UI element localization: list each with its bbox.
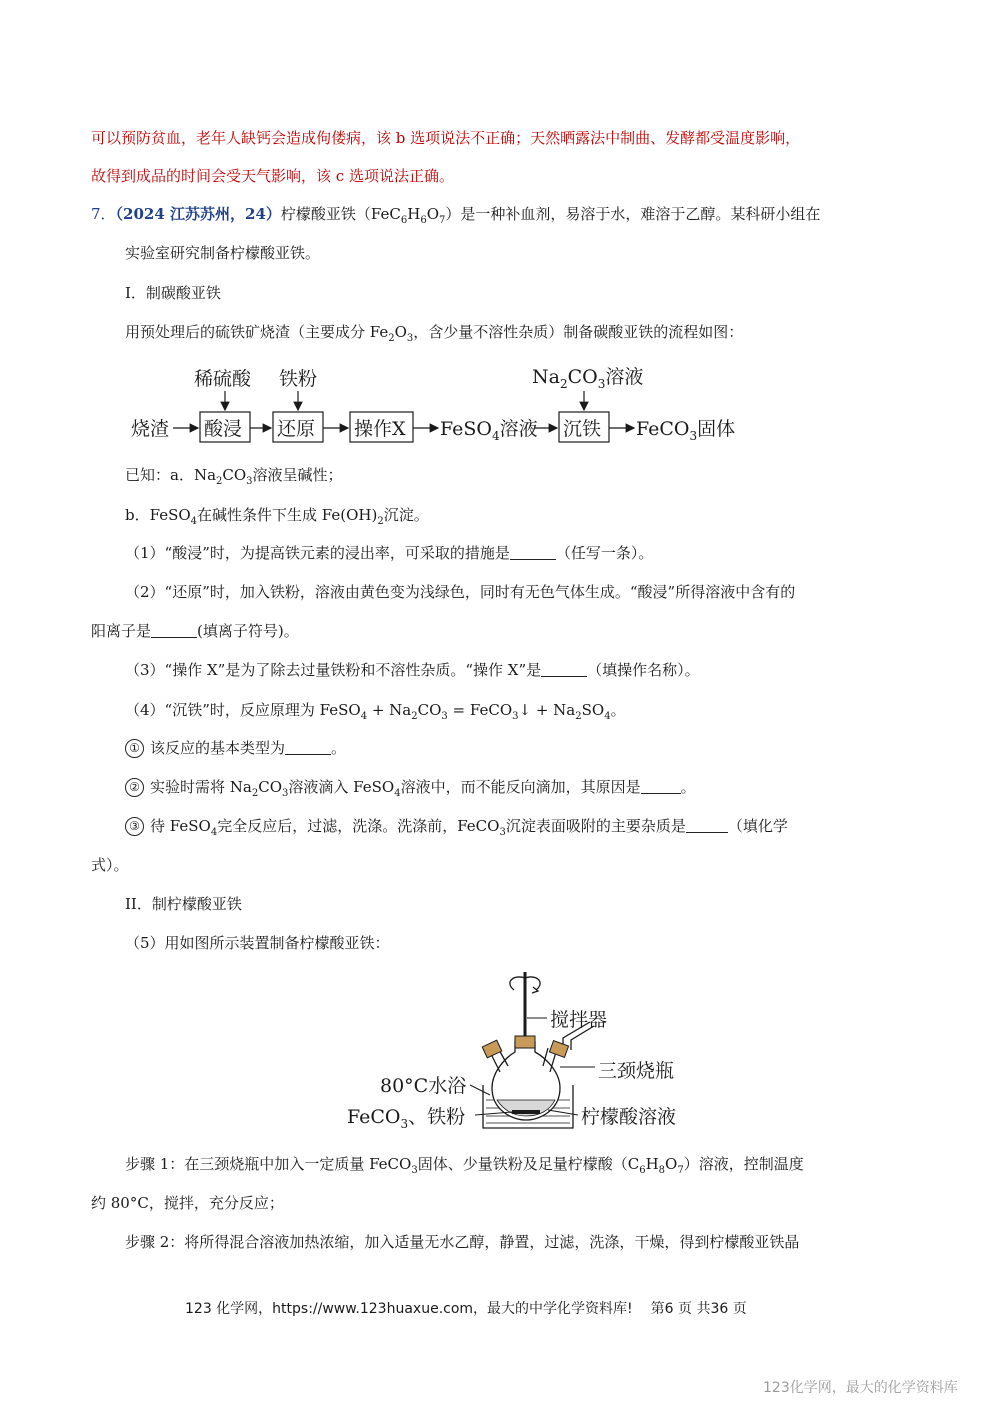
- subscript: 2: [377, 516, 384, 527]
- answer-blank[interactable]: [151, 623, 197, 638]
- known-b: b．FeSO$_4$在碱性条件下生成 $Fe(OH)_2$沉淀。: [125, 506, 429, 527]
- page-number: 第6 页 共36 页: [650, 1301, 747, 1317]
- flow-box-leach-label: 酸浸: [204, 418, 243, 440]
- subscript: 7: [439, 215, 446, 226]
- question-2-line-2: 阳离子是 (填离子符号)。: [91, 622, 299, 640]
- answer-blank[interactable]: [541, 662, 587, 677]
- question-1: （1）“酸浸”时，为提高铁元素的浸出率，可采取的措施是 （任写一条）。: [125, 544, 654, 562]
- step-2: 步骤 2：将所得混合溶液加热浓缩，加入适量无水乙醇，静置，过滤，洗涤，干燥，得到柠檬酸亚铁晶: [125, 1233, 800, 1251]
- question-4: （4）“沉铁”时，反应原理为 FeSO$_4$ + $Na_2CO_3$ = FeCO$_3$↓ + $Na_2SO_4$。: [125, 701, 626, 722]
- label-flask: 三颈烧瓶: [598, 1060, 675, 1082]
- part-2-title: II．制柠檬酸亚铁: [125, 895, 242, 913]
- question-4-part-3: ③ 待 FeSO$_4$完全反应后，过滤，洗涤。洗涤前，FeCO$_3$沉淀表面吸附的主要杂质是 （填化学: [125, 816, 788, 843]
- flow-intermediate: FeSO$_4$溶液: [440, 418, 538, 443]
- stopper-right: [549, 1041, 568, 1058]
- stopper-left: [482, 1040, 502, 1058]
- q7-text: O: [426, 205, 440, 223]
- answer-blank[interactable]: [285, 740, 331, 755]
- watermark: 123化学网，最大的化学资料库: [763, 1380, 958, 1396]
- question-source: （2024 江苏苏州，24）: [115, 205, 281, 223]
- stopper-center: [515, 1036, 535, 1048]
- question-5: （5）用如图所示装置制备柠檬酸亚铁：: [125, 934, 390, 952]
- step-1-line-1: 步骤 1：在三颈烧瓶中加入一定质量 FeCO$_3$固体、少量铁粉及足量柠檬酸$(C_6H_8O_7)$溶液，控制温度: [125, 1155, 804, 1176]
- q7-text: ）是一种补血剂，易溶于水，难溶于乙醇。某科研小组在: [445, 205, 821, 223]
- label-stirrer: 搅拌器: [550, 1009, 608, 1031]
- solid-particles: [512, 1110, 540, 1114]
- circled-number: ③: [125, 817, 144, 836]
- part-1-title: I．制碳酸亚铁: [125, 284, 221, 302]
- question-2-line-1: （2）“还原”时，加入铁粉，溶液由黄色变为浅绿色，同时有无色气体生成。“酸浸”所得溶液中含有的: [125, 583, 796, 601]
- subscript: 4: [190, 516, 198, 527]
- flow-product: FeCO$_3$固体: [636, 418, 736, 443]
- flow-box-reduce-label: 还原: [277, 418, 316, 440]
- label-citric-solution: 柠檬酸溶液: [581, 1106, 677, 1128]
- step-1-line-2: 约 80°C，搅拌，充分反应；: [91, 1194, 284, 1212]
- question-number: 7．: [91, 205, 116, 223]
- answer-blank[interactable]: [641, 779, 681, 794]
- subscript: 6: [420, 215, 427, 226]
- circled-number: ②: [125, 778, 144, 797]
- flow-reagent-iron: 铁粉: [279, 368, 318, 390]
- subscript: 3: [246, 476, 253, 487]
- subscript: 2: [216, 476, 223, 487]
- answer-line-2: 故得到成品的时间会受天气影响，该 c 选项说法正确。: [91, 167, 454, 185]
- flow-box-operation-x-label: 操作X: [354, 418, 406, 440]
- question-4-part-3-line-2: 式）。: [91, 856, 129, 874]
- circled-number: ①: [125, 739, 144, 758]
- known-a: 已知：a．$Na_2CO_3$溶液呈碱性；: [125, 466, 343, 487]
- apparatus-diagram: [0, 960, 992, 1140]
- label-water-bath: 80°C水浴: [380, 1075, 467, 1097]
- answer-blank[interactable]: [510, 545, 556, 560]
- answer-line-1: 可以预防贫血，老年人缺钙会造成佝偻病，该 b 选项说法不正确；天然晒露法中制曲、发酵都受温度影响，: [91, 129, 801, 147]
- q7-text: 柠檬酸亚铁（FeC: [280, 205, 401, 223]
- intro-text: O: [394, 323, 407, 341]
- flow-reagent-carbonate: $Na_2CO_3$溶液: [532, 366, 644, 391]
- subscript: 6: [400, 215, 408, 226]
- footer: [185, 1299, 747, 1319]
- process-flowchart: [0, 0, 992, 470]
- subscript: 3: [406, 333, 414, 344]
- flow-reagent-acid: 稀硫酸: [194, 368, 252, 390]
- q7-text: H: [407, 205, 421, 223]
- flow-box-precipitate-label: 沉铁: [563, 418, 602, 440]
- intro-text: ，含少量不溶性杂质）制备碳酸亚铁的流程如图：: [413, 323, 744, 341]
- question-7-line-2: 实验室研究制备柠檬酸亚铁。: [125, 244, 321, 262]
- question-3: （3）“操作 X”是为了除去过量铁粉和不溶性杂质。“操作 X”是 （填操作名称）。: [125, 661, 700, 679]
- leader-line: [470, 1085, 490, 1095]
- question-4-part-2: ② 实验时需将 $Na_2CO_3$溶液滴入 FeSO$_4$溶液中，而不能反向滴加，其原因是 。: [125, 777, 696, 804]
- flow-start: 烧渣: [131, 418, 170, 440]
- label-solids: FeCO$_3$、铁粉: [347, 1106, 466, 1131]
- question-4-part-1: ① 该反应的基本类型为 。: [125, 738, 346, 758]
- rotation-arrow-head-icon: [532, 987, 538, 993]
- answer-blank[interactable]: [686, 818, 728, 833]
- intro-text: 用预处理后的硫铁矿烧渣（主要成分 Fe: [125, 323, 389, 341]
- subscript: 2: [388, 333, 395, 344]
- footer-site[interactable]: 123 化学网，https://www.123huaxue.com，最大的中学化学资料库!: [185, 1301, 633, 1317]
